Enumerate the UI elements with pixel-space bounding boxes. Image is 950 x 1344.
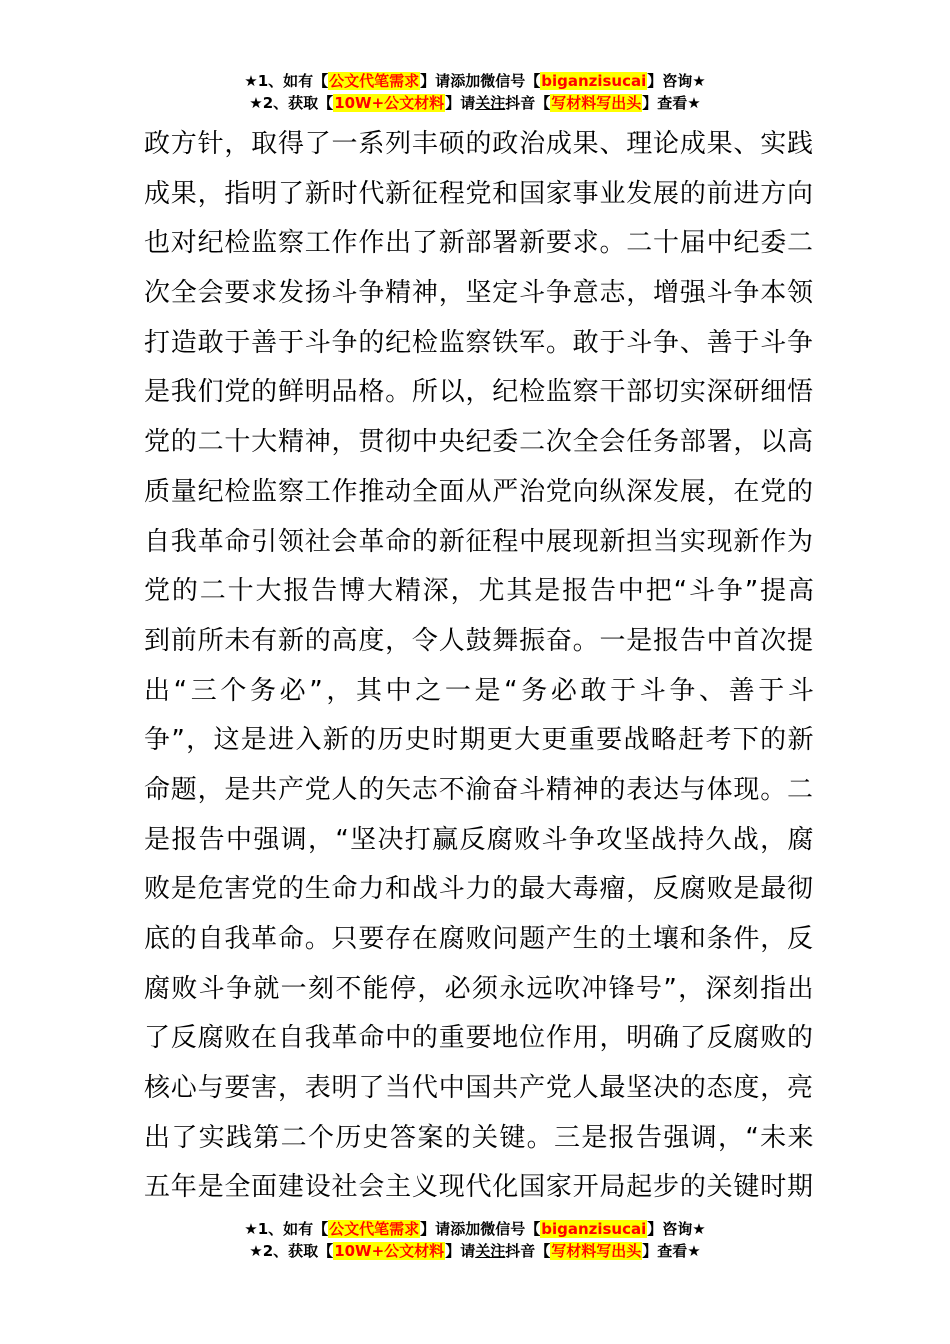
banner-text: 】查看★ (642, 1242, 701, 1260)
body-line: 打造敢于善于斗争的纪检监察铁军。敢于斗争、善于斗争 (144, 327, 814, 358)
banner-text: 】咨询★ (647, 72, 706, 90)
banner-line-1 (0, 1218, 950, 1240)
body-line: 成果，指明了新时代新征程党和国家事业发展的前进方向 (144, 178, 814, 209)
body-line: 政方针，取得了一系列丰硕的政治成果、理论成果、实践 (144, 129, 814, 159)
emphasis-text: 添加 (450, 1220, 481, 1238)
banner-text: 微信号【 (480, 72, 541, 90)
body-line: 到前所未有新的高度，令人鼓舞振奋。一是报告中首次提 (144, 625, 814, 656)
banner-text: ★2、获取【 (249, 94, 334, 112)
banner-text: ★1、如有【 (244, 72, 329, 90)
emphasis-text: 关注 (475, 94, 506, 112)
emphasis-text: 关注 (475, 1242, 506, 1260)
emphasis-text: 添加 (450, 72, 481, 90)
body-line: 核心与要害，表明了当代中国共产党人最坚决的态度，亮 (144, 1073, 814, 1104)
banner-text: 抖音【 (505, 1242, 551, 1260)
banner-text: 】请 (445, 94, 476, 112)
document-body (144, 120, 818, 1213)
banner-text: 】请 (420, 72, 451, 90)
highlight-text: 10W+公文材料 (334, 1242, 445, 1260)
banner-text: ★2、获取【 (249, 1242, 334, 1260)
banner-line-2 (0, 92, 950, 114)
body-line: 五年是全面建设社会主义现代化国家开局起步的关键时期 (144, 1172, 814, 1203)
body-line: 党的二十大精神，贯彻中央纪委二次全会任务部署，以高 (144, 427, 814, 458)
banner-text: 】请 (420, 1220, 451, 1238)
body-line: 争”，这是进入新的历史时期更大更重要战略赶考下的新 (144, 725, 815, 756)
banner-line-2 (0, 1240, 950, 1262)
body-line: 底的自我革命。只要存在腐败问题产生的土壤和条件，反 (144, 924, 814, 954)
body-line: 出“三个务必”，其中之一是“务必敢于斗争、善于斗 (144, 675, 818, 706)
highlight-text: biganzisucai (541, 1220, 647, 1238)
footer-banner (0, 1218, 950, 1262)
body-line: 败是危害党的生命力和战斗力的最大毒瘤，反腐败是最彻 (144, 874, 814, 905)
banner-text: 微信号【 (480, 1220, 541, 1238)
highlight-text: biganzisucai (541, 72, 647, 90)
banner-text: 抖音【 (505, 94, 551, 112)
banner-text: 】咨询★ (647, 1220, 706, 1238)
body-line: 自我革命引领社会革命的新征程中展现新担当实现新作为 (144, 526, 814, 557)
body-line: 党的二十大报告博大精深，尤其是报告中把“斗争”提高 (144, 576, 816, 607)
header-banner (0, 70, 950, 114)
body-line: 了反腐败在自我革命中的重要地位作用，明确了反腐败的 (144, 1023, 814, 1054)
body-line: 命题，是共产党人的矢志不渝奋斗精神的表达与体现。二 (144, 774, 814, 805)
body-line: 是我们党的鲜明品格。所以，纪检监察干部切实深研细悟 (144, 377, 814, 408)
banner-text: 】请 (445, 1242, 476, 1260)
highlight-text: 写材料写出头 (551, 94, 642, 112)
body-line: 质量纪检监察工作推动全面从严治党向纵深发展，在党的 (144, 476, 814, 507)
highlight-text: 公文代笔需求 (329, 1220, 420, 1238)
highlight-text: 写材料写出头 (551, 1242, 642, 1260)
body-line: 是报告中强调，“坚决打赢反腐败斗争攻坚战持久战，腐 (144, 824, 815, 855)
banner-text: ★1、如有【 (244, 1220, 329, 1238)
body-line: 出了实践第二个历史答案的关键。三是报告强调，“未来 (144, 1122, 815, 1153)
body-line: 也对纪检监察工作作出了新部署新要求。二十届中纪委二 (144, 228, 814, 259)
banner-text: 】查看★ (642, 94, 701, 112)
body-line: 腐败斗争就一刻不能停，必须永远吹冲锋号”，深刻指出 (144, 973, 815, 1004)
banner-line-1 (0, 70, 950, 92)
highlight-text: 公文代笔需求 (329, 72, 420, 90)
body-line: 次全会要求发扬斗争精神，坚定斗争意志，增强斗争本领 (144, 278, 814, 309)
highlight-text: 10W+公文材料 (334, 94, 445, 112)
